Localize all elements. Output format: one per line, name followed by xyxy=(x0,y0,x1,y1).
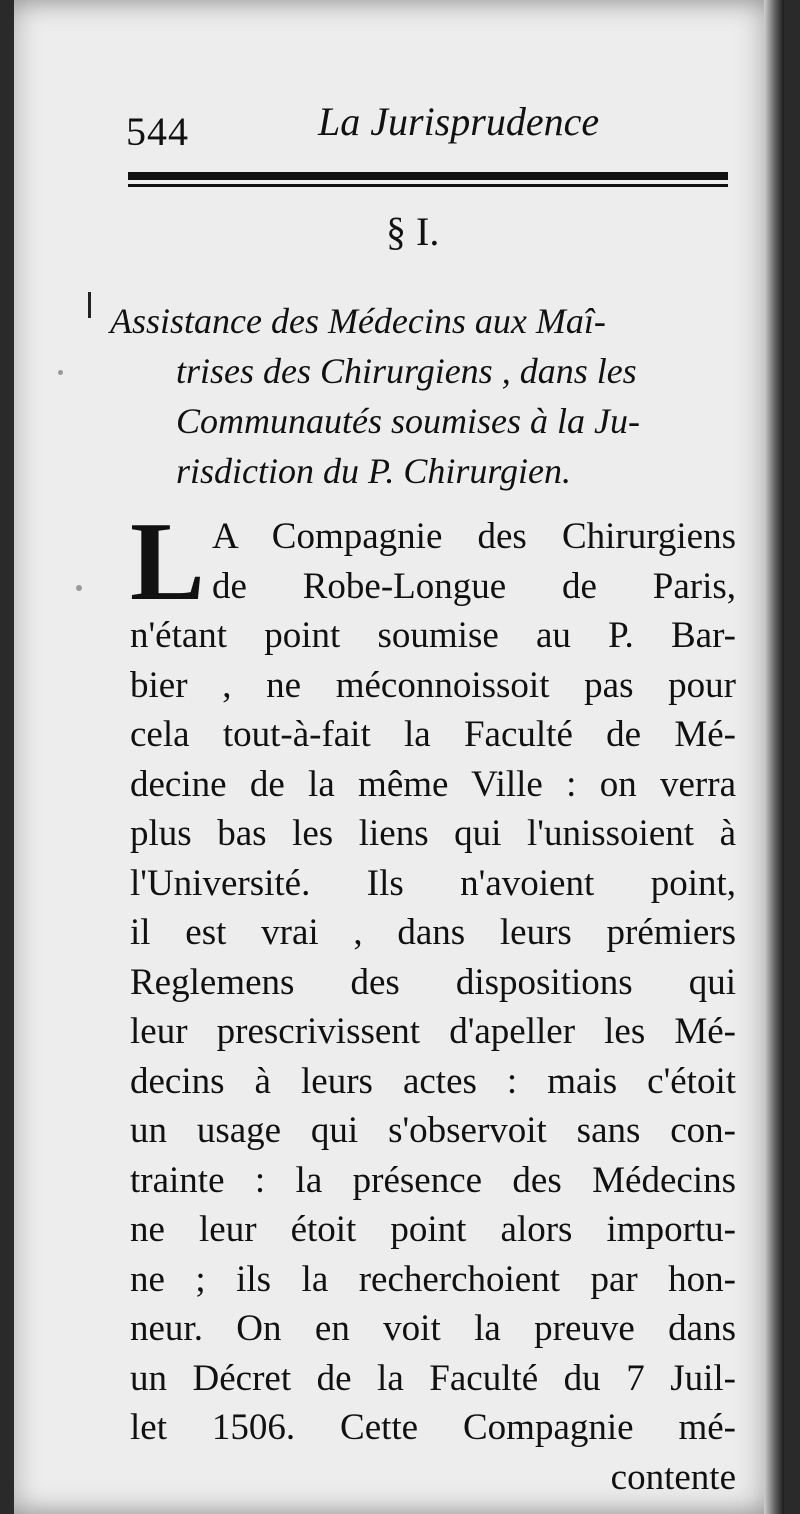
header-rule-thick xyxy=(128,172,728,180)
body-line: l'Université. Ils n'avoient point, xyxy=(130,862,736,904)
body-line: decine de la même Ville : on verra xyxy=(130,763,736,805)
body-line: let 1506. Cette Compagnie mé- xyxy=(130,1407,736,1448)
body-line: Reglemens des dispositions qui xyxy=(130,961,736,1003)
paper-speck xyxy=(58,370,63,375)
section-title-line: risdiction du P. Chirurgien. xyxy=(176,451,572,491)
section-title-line: trises des Chirurgiens , dans les xyxy=(176,351,637,391)
catchword: contente xyxy=(610,1456,736,1498)
section-mark: § I. xyxy=(386,209,440,254)
body-line: ne leur étoit point alors importu- xyxy=(130,1209,736,1250)
body-line: neur. On en voit la preuve dans xyxy=(130,1308,736,1349)
drop-cap: L xyxy=(130,500,205,624)
header-rule-thin xyxy=(128,184,728,187)
body-line: un Décret de la Faculté du 7 Juil- xyxy=(130,1357,736,1399)
section-title-line: Communautés soumises à la Ju- xyxy=(176,401,640,441)
margin-mark xyxy=(88,292,91,318)
page-number: 544 xyxy=(126,109,189,154)
page-gutter-shadow xyxy=(764,0,784,1514)
running-head-title: La Jurisprudence xyxy=(318,99,600,144)
body-line: leur prescrivissent d'apeller les Mé- xyxy=(130,1011,736,1052)
body-text xyxy=(130,500,736,1502)
section-title xyxy=(110,296,750,496)
section-title-line: Assistance des Médecins aux Maî- xyxy=(110,301,606,341)
body-line: il est vrai , dans leurs prémiers xyxy=(130,912,736,953)
body-line: de Robe-Longue de Paris, xyxy=(212,565,736,607)
body-line: n'étant point soumise au P. Bar- xyxy=(130,615,736,656)
body-line: bier , ne méconnoissoit pas pour xyxy=(130,664,736,706)
running-header xyxy=(126,96,646,156)
body-line: cela tout-à-fait la Faculté de Mé- xyxy=(130,714,736,755)
body-line: ne ; ils la recherchoient par hon- xyxy=(130,1258,736,1300)
body-line: A Compagnie des Chirurgiens xyxy=(212,516,736,557)
paper-speck xyxy=(76,585,82,591)
body-line: trainte : la présence des Médecins xyxy=(130,1159,736,1201)
body-line: plus bas les liens qui l'unissoient à xyxy=(130,813,736,854)
body-line: un usage qui s'observoit sans con- xyxy=(130,1110,736,1151)
body-line: decins à leurs actes : mais c'étoit xyxy=(130,1060,736,1102)
